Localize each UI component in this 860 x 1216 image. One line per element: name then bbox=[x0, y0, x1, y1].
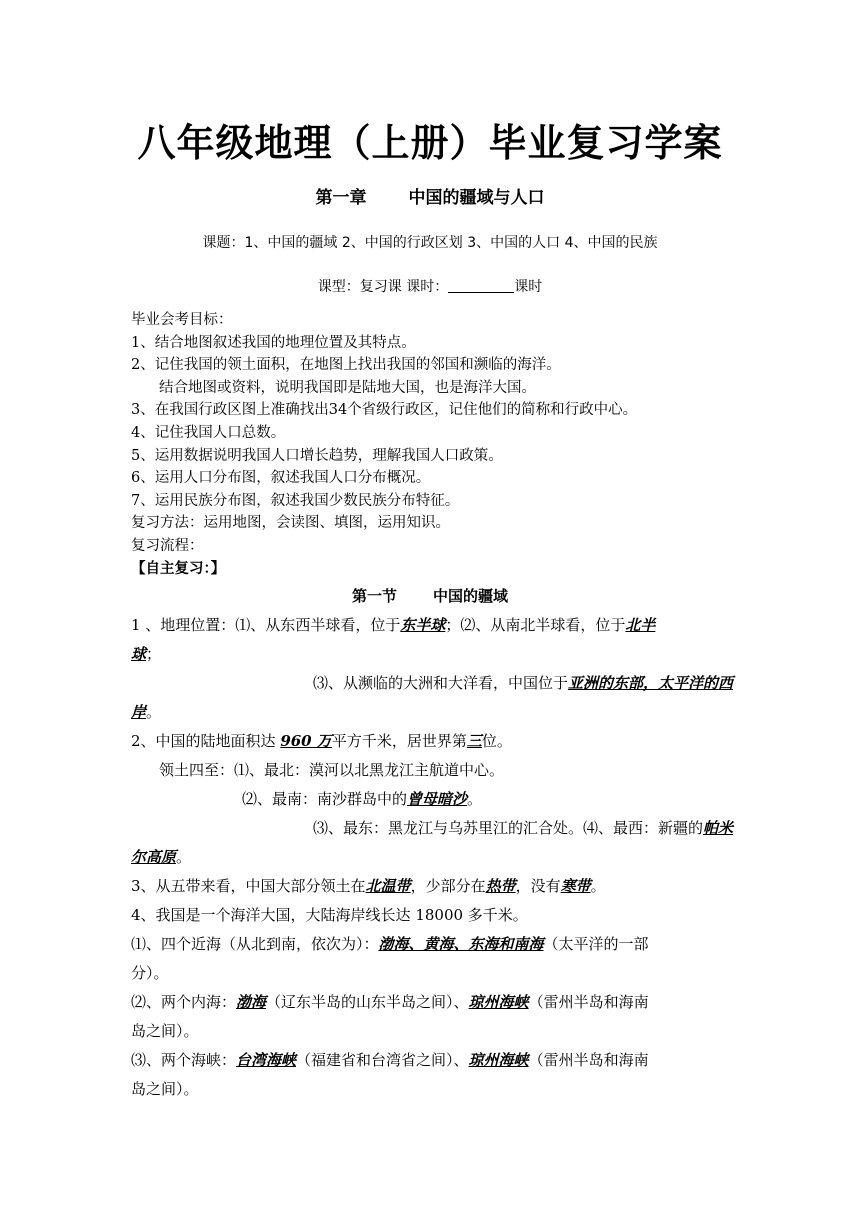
answer-text: 太平洋的西 bbox=[657, 674, 733, 692]
answer-text: 960 万 bbox=[280, 732, 332, 750]
goal-item: 1、结合地图叙述我国的地理位置及其特点。 bbox=[131, 334, 416, 351]
class-type-line bbox=[0, 276, 860, 296]
answer-text: 热带 bbox=[485, 877, 516, 895]
body-line: 岛之间）。 bbox=[131, 1022, 199, 1040]
review-method-text: 运用地图，会读图、填图，运用知识。 bbox=[203, 515, 450, 532]
goal-item: 7、运用民族分布图，叙述我国少数民族分布特征。 bbox=[131, 492, 460, 509]
chapter-name: 中国的疆域与人口 bbox=[408, 188, 545, 208]
answer-text: 尔高原 bbox=[131, 848, 177, 866]
answer-text: 台湾海峡 bbox=[236, 1051, 297, 1069]
body-line: ⑶、两个海峡：台湾海峡（福建省和台湾省之间）、琼州海峡（雷州半岛和海南 bbox=[131, 1051, 649, 1069]
body-line: 领土四至：⑴、最北：漠河以北黑龙江主航道中心。 bbox=[159, 761, 505, 779]
goal-item: 6、运用人口分布图，叙述我国人口分布概况。 bbox=[131, 470, 431, 487]
body-line: ⑴、四个近海（从北到南，依次为）：渤海、黄海、东海和南海（太平洋的一部 bbox=[131, 935, 649, 953]
answer-text: 寒带 bbox=[560, 877, 591, 895]
body-line: 3、从五带来看，中国大部分领土在北温带，少部分在热带，没有寒带。 bbox=[131, 877, 606, 895]
answer-text: 亚洲的东部 bbox=[567, 674, 643, 692]
section-number: 第一节 bbox=[351, 587, 397, 605]
class-hours-suffix: 课时 bbox=[514, 279, 543, 295]
section-name: 中国的疆域 bbox=[433, 587, 509, 605]
goal-item: 5、运用数据说明我国人口增长趋势，理解我国人口政策。 bbox=[131, 447, 503, 464]
answer-text: 曾母暗沙 bbox=[407, 790, 468, 808]
section-heading bbox=[0, 585, 860, 606]
answer-text: 渤海、黄海、东海和南海 bbox=[378, 935, 544, 953]
answer-text: 琼州海峡 bbox=[468, 1051, 529, 1069]
review-goals bbox=[131, 309, 741, 580]
body-line: 岛之间）。 bbox=[131, 1080, 199, 1098]
body-line: 1 、地理位置：⑴、从东西半球看，位于东半球；⑵、从南北半球看，位于北半 bbox=[131, 616, 656, 634]
body-line: ⑶、最东：黑龙江与乌苏里江的汇合处。⑷、最西：新疆的帕米 bbox=[312, 819, 733, 837]
body-line: ⑵、两个内海：渤海（辽东半岛的山东半岛之间）、琼州海峡（雷州半岛和海南 bbox=[131, 993, 649, 1011]
goal-item: 4、记住我国人口总数。 bbox=[131, 424, 286, 441]
review-method-label: 复习方法： bbox=[131, 515, 204, 532]
answer-text: 北半 bbox=[625, 616, 656, 634]
self-review-label: 【自主复习：】 bbox=[131, 560, 226, 577]
review-flow-label: 复习流程： bbox=[131, 537, 204, 554]
answer-text: 琼州海峡 bbox=[468, 993, 529, 1011]
section-body bbox=[131, 611, 733, 1104]
body-line: ⑵、最南：南沙群岛中的曾母暗沙。 bbox=[242, 790, 483, 808]
goals-heading: 毕业会考目标： bbox=[131, 312, 233, 328]
body-line: 分）。 bbox=[131, 964, 169, 982]
answer-text: 东半球 bbox=[400, 616, 446, 634]
class-hours-blank bbox=[448, 278, 514, 293]
body-line: 4、我国是一个海洋大国，大陆海岸线长达 18000 多千米。 bbox=[131, 906, 528, 924]
answer-text: 岸 bbox=[131, 703, 147, 721]
answer-text: 球 bbox=[131, 645, 147, 663]
body-line: 2、中国的陆地面积达 960 万平方千米，居世界第三位。 bbox=[131, 732, 512, 750]
answer-text: 三 bbox=[466, 732, 482, 750]
body-line: 尔高原。 bbox=[131, 848, 192, 866]
chapter-number: 第一章 bbox=[315, 188, 367, 208]
class-type-label: 课型：复习课 课时： bbox=[317, 279, 449, 295]
body-line: 球； bbox=[131, 645, 162, 663]
review-method bbox=[131, 512, 741, 535]
body-line: 岸。 bbox=[131, 703, 162, 721]
document-title: 八年级地理（上册）毕业复习学案 bbox=[137, 121, 723, 165]
goal-item: 2、记住我国的领土面积，在地图上找出我国的邻国和濒临的海洋。 bbox=[131, 357, 561, 374]
chapter-heading bbox=[0, 183, 860, 208]
answer-text: 北温带 bbox=[365, 877, 411, 895]
body-line: ⑶、从濒临的大洲和大洋看，中国位于亚洲的东部，太平洋的西 bbox=[312, 674, 733, 692]
goal-item: 结合地图或资料，说明我国即是陆地大国，也是海洋大国。 bbox=[159, 379, 536, 396]
answer-text: 帕米 bbox=[702, 819, 733, 837]
answer-text: 渤海 bbox=[236, 993, 267, 1011]
goal-item: 3、在我国行政区图上准确找出34个省级行政区，记住他们的简称和行政中心。 bbox=[131, 402, 638, 419]
lesson-topics: 课题：1、中国的疆域 2、中国的行政区划 3、中国的人口 4、中国的民族 bbox=[202, 235, 658, 251]
